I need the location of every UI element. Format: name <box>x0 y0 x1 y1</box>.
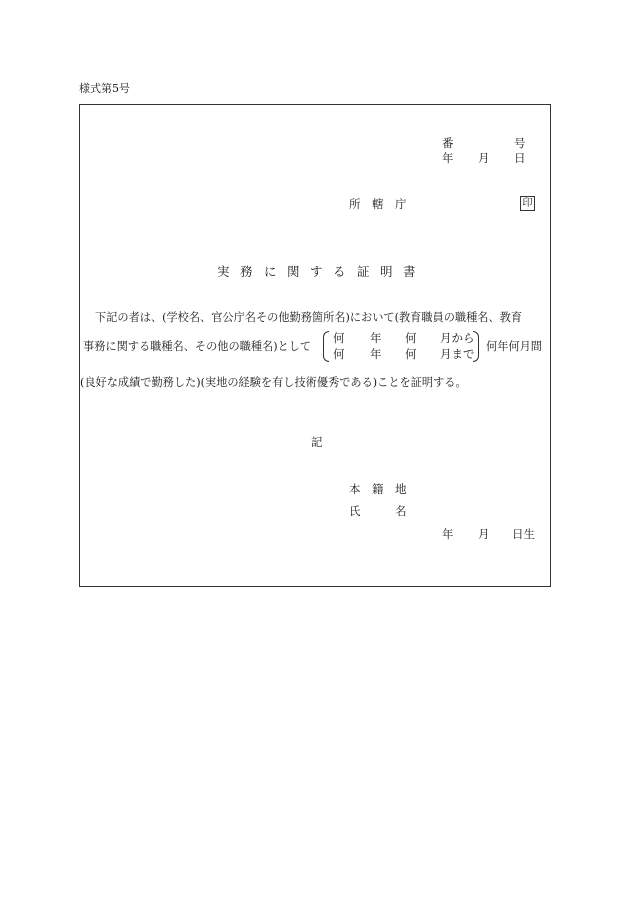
birth-year: 年 <box>442 527 454 541</box>
office-char-2: 轄 <box>372 197 384 211</box>
period-bracket-left <box>323 331 329 362</box>
from-month: 月から <box>440 331 475 345</box>
body-line-1: 下記の者は、(学校名、官公庁名その他勤務箇所名)において(教育職員の職種名、教育 <box>95 311 523 324</box>
number-char-1: 番 <box>442 136 454 150</box>
birth-month: 月 <box>478 527 490 541</box>
seal-mark: 印 <box>520 196 535 211</box>
body-line-3: (良好な成績で勤務した)(実地の経験を有し技術優秀である)ことを証明する。 <box>80 376 467 389</box>
body-line-2-suffix: 何年何月間 <box>486 340 542 353</box>
to-year: 年 <box>370 347 382 361</box>
title-char-9: 書 <box>403 264 416 279</box>
title-char-1: 実 <box>217 264 230 279</box>
to-what-1: 何 <box>333 347 345 361</box>
number-char-2: 号 <box>514 136 526 150</box>
body-line-2-prefix: 事務に関する職種名、その他の職種名)として <box>83 340 312 353</box>
title-char-3: に <box>264 264 277 279</box>
birth-day: 日生 <box>512 527 535 541</box>
name-char-1: 氏 <box>349 504 361 518</box>
honseki-char-2: 籍 <box>372 482 384 496</box>
date-month: 月 <box>478 151 490 165</box>
form-number-label: 様式第5号 <box>79 82 130 95</box>
date-year: 年 <box>442 151 454 165</box>
honseki-char-1: 本 <box>349 482 361 496</box>
from-what-2: 何 <box>405 331 417 345</box>
title-char-6: る <box>333 264 346 279</box>
title-char-5: す <box>310 264 323 279</box>
title-char-8: 明 <box>380 264 393 279</box>
ki-mark: 記 <box>311 435 323 449</box>
title-char-4: 関 <box>287 264 300 279</box>
from-year: 年 <box>370 331 382 345</box>
from-what-1: 何 <box>333 331 345 345</box>
to-what-2: 何 <box>405 347 417 361</box>
title-char-7: 証 <box>357 264 370 279</box>
honseki-char-3: 地 <box>395 482 407 496</box>
to-month: 月まで <box>440 347 475 361</box>
date-day: 日 <box>514 151 526 165</box>
name-char-2: 名 <box>395 504 407 518</box>
office-char-3: 庁 <box>395 197 407 211</box>
office-char-1: 所 <box>349 197 361 211</box>
title-char-2: 務 <box>240 264 253 279</box>
